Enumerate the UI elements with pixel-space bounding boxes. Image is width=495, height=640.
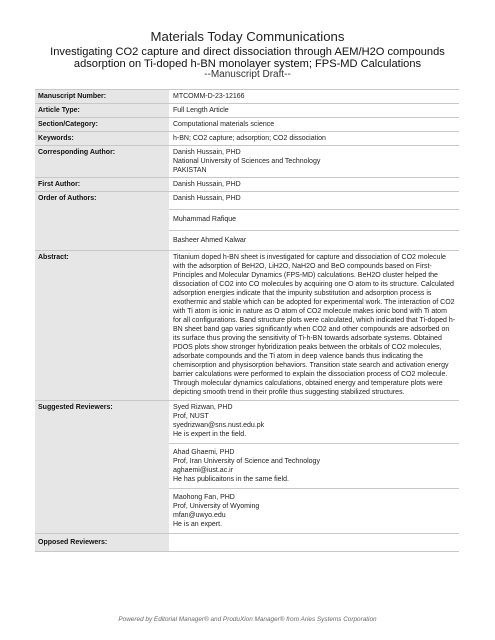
footer-credit: Powered by Editorial Manager® and ProduXion Manager® from Aries Systems Corporation	[118, 616, 377, 623]
author-item: Basheer Ahmed Kalwar	[169, 230, 459, 250]
value-abstract: Titanium doped h-BN sheet is investigated for capture and dissociation of CO2 molecule with the adsorption of BeH2O, LiH2O, NaH2O and BeO compounds based on First-Principles and Molecular Dynamics (FPS-MD) calculations. BeH2O cluster helped the dissociation of CO2 into CO molecules by acquiring one O atom to its structure. Calculated adsorption energies indicate that the impurity substitution and adsorption process is exothermic and stable which can be adopted for experimental work. The interaction of CO2 with Ti atom is ionic in nature as O atom of CO2 molecule makes ionic bond with Ti atom for all configurations. Band structure plots were calculated, which indicated that Ti-doped h-BN sheet band gap varies significantly when CO2 and other compounds are adsorbed on its surface thus proving the sensitivity of Ti-h-BN towards adsorbate systems. Obtained PDOS plots show stronger hybridization peaks between the orbitals of CO2 molecules, adsorbate compounds and the Ti atom in deep valence bands thus indicating the chemisorption and physisorption behaviors. Transition state search and activation energy barrier calculations were performed to explain the dissociation process of CO2 molecule. Through molecular dynamics calculations, obtained energy and temperature plots were depicting smooth trend in their profile thus suggesting stabilized structures.	[173, 254, 456, 396]
value-suggested-reviewers	[169, 401, 459, 533]
reviewer-name: Maohong Fan, PHD	[173, 494, 235, 501]
reviewer-reason: He is an expert.	[173, 521, 223, 528]
row-corresponding-author	[35, 145, 459, 177]
row-keywords	[35, 131, 459, 145]
reviewer-reason: He has publicaitons in the same field.	[173, 476, 289, 483]
manuscript-title: Investigating CO2 capture and direct dissociation through AEM/H2O compounds adsorption on Ti-doped h-BN monolayer system; FPS-MD Calculations	[50, 46, 445, 71]
row-abstract	[35, 250, 459, 400]
reviewer-affiliation: Prof, NUST	[173, 413, 209, 420]
row-suggested-reviewers	[35, 400, 459, 533]
reviewer-affiliation: Prof, Iran University of Science and Technology	[173, 458, 320, 465]
label-first-author: First Author:	[35, 178, 169, 191]
reviewer-reason: He is expert in the field.	[173, 431, 247, 438]
draft-label: --Manuscript Draft--	[204, 69, 291, 80]
row-article-type	[35, 103, 459, 117]
author-item: Muhammad Rafique	[169, 209, 459, 230]
row-section	[35, 117, 459, 131]
corresponding-author-name: Danish Hussain, PHD	[173, 149, 241, 156]
value-opposed-reviewers	[169, 534, 459, 551]
reviewer-item	[169, 443, 459, 488]
value-corresponding-author	[169, 146, 459, 177]
row-first-author	[35, 177, 459, 191]
journal-name: Materials Today Communications	[150, 29, 345, 44]
reviewer-name: Ahad Ghaemi, PHD	[173, 449, 235, 456]
label-article-type: Article Type:	[35, 104, 169, 117]
reviewer-email: syedrizwan@sns.nust.edu.pk	[173, 422, 265, 429]
author-item: Danish Hussain, PHD	[173, 195, 241, 202]
reviewer-name: Syed Rizwan, PHD	[173, 404, 233, 411]
value-manuscript-number: MTCOMM-D-23-12166	[173, 93, 245, 100]
label-keywords: Keywords:	[35, 132, 169, 145]
label-section: Section/Category:	[35, 118, 169, 131]
row-order-of-authors	[35, 191, 459, 250]
label-abstract: Abstract:	[35, 251, 169, 400]
reviewer-email: mfan@uwyo.edu	[173, 512, 226, 519]
value-order-of-authors	[169, 192, 459, 250]
corresponding-author-institution: National University of Sciences and Technology	[173, 158, 321, 165]
label-manuscript-number: Manuscript Number:	[35, 90, 169, 103]
row-opposed-reviewers	[35, 533, 459, 552]
label-suggested-reviewers: Suggested Reviewers:	[35, 401, 169, 533]
reviewer-item	[169, 401, 459, 443]
label-order-of-authors: Order of Authors:	[35, 192, 169, 250]
manuscript-info-table	[35, 89, 459, 552]
value-first-author: Danish Hussain, PHD	[173, 181, 241, 188]
reviewer-item	[169, 488, 459, 533]
label-opposed-reviewers: Opposed Reviewers:	[35, 534, 169, 551]
corresponding-author-country: PAKISTAN	[173, 167, 207, 174]
value-article-type: Full Length Article	[173, 107, 229, 114]
value-section: Computational materials science	[173, 121, 275, 128]
reviewer-affiliation: Prof, University of Wyoming	[173, 503, 260, 510]
label-corresponding-author: Corresponding Author:	[35, 146, 169, 177]
reviewer-email: aghaemi@iust.ac.ir	[173, 467, 234, 474]
row-manuscript-number	[35, 89, 459, 103]
value-keywords: h-BN; CO2 capture; adsorption; CO2 dissociation	[173, 135, 326, 142]
